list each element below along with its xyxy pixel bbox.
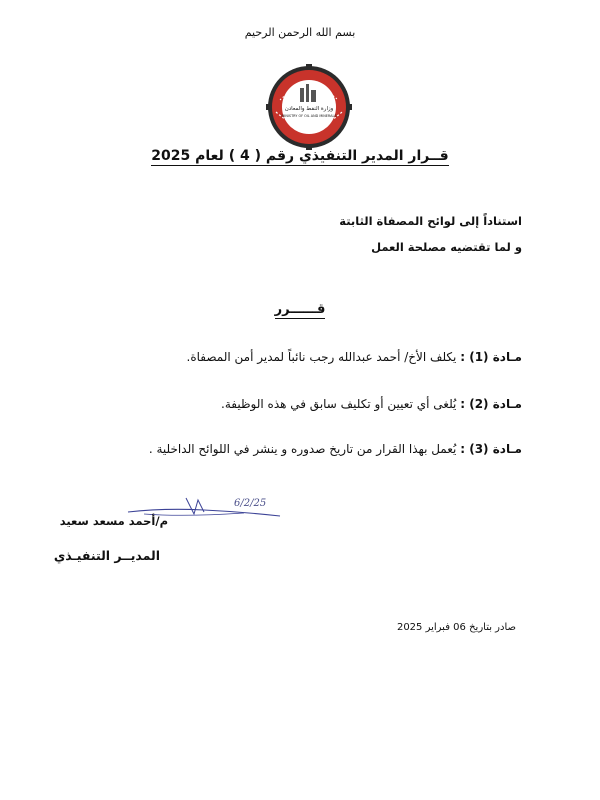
article-text: يُلغى أي تعيين أو تكليف سابق في هذه الوظيفة. <box>221 397 457 411</box>
basmala: بسم الله الرحمن الرحيم <box>244 26 356 39</box>
signer-name: م/أحمد مسعد سعيد <box>59 514 168 528</box>
issue-date: صادر بتاريخ 06 فبراير 2025 <box>396 622 516 633</box>
article-item <box>187 350 522 364</box>
decided-heading <box>0 302 600 317</box>
logo-text-ar: وزارة النفط والمعادن <box>284 106 334 112</box>
decision-title-text: قــرار المدير التنفيذي رقم ( 4 ) لعام 2025 <box>151 148 449 164</box>
article-label: مـادة (3) : <box>460 442 522 456</box>
logo-text-en: MINISTRY OF OIL AND MINERALS <box>281 114 337 118</box>
article-label: مـادة (2) : <box>460 397 522 411</box>
decided-heading-text: قــــــرر <box>274 302 326 317</box>
article-text: يكلف الأخ/ أحمد عبدالله رجب نائباً لمدير أمن المصفاة. <box>186 350 457 364</box>
ministry-logo <box>266 64 352 150</box>
reference-line: و لما تقتضيه مصلحة العمل <box>371 240 522 254</box>
article-text: يُعمل بهذا القرار من تاريخ صدوره و ينشر في اللوائح الداخلية . <box>148 442 457 456</box>
article-item <box>149 442 522 456</box>
decision-title <box>0 148 600 164</box>
article-item <box>221 397 522 411</box>
reference-line: استناداً إلى لوائح المصفاة الثابتة <box>339 214 522 228</box>
signer-role: المديــر التنفيـذي <box>53 548 160 563</box>
signature-date: 6/2/25 <box>234 498 267 509</box>
article-label: مـادة (1) : <box>460 350 522 364</box>
